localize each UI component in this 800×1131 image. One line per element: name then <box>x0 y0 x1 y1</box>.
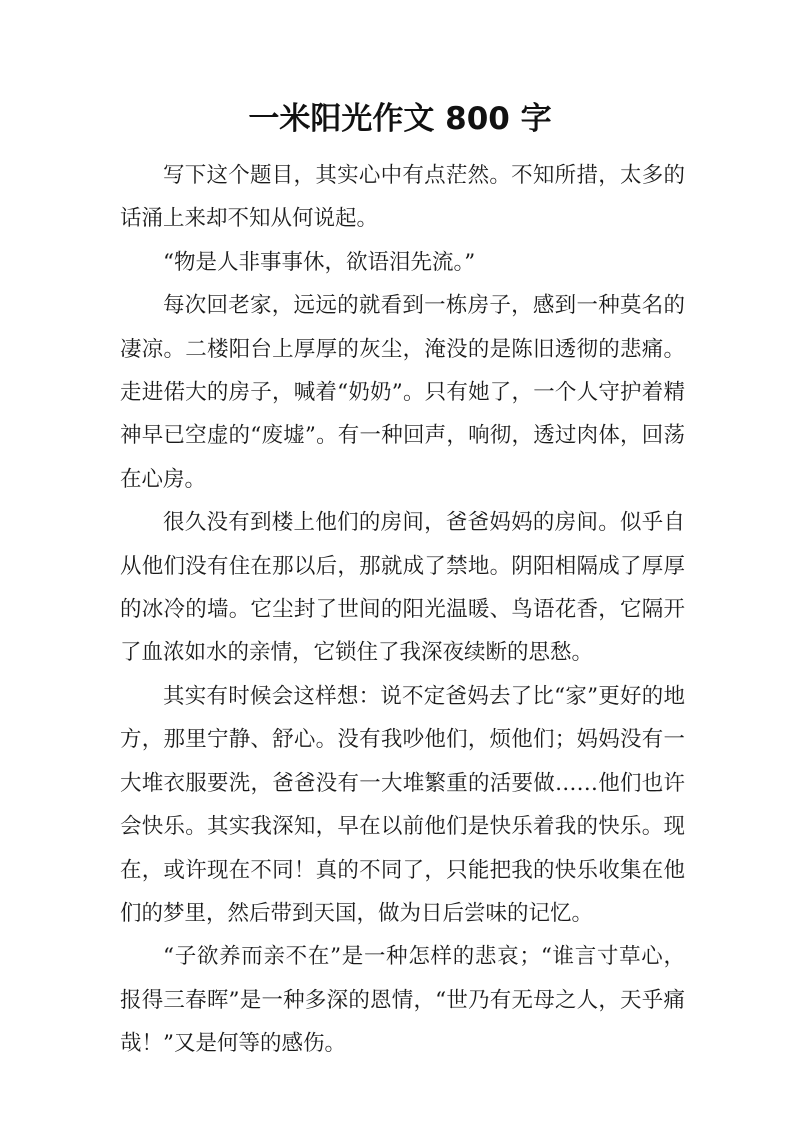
paragraph: 每次回老家，远远的就看到一栋房子，感到一种莫名的凄凉。二楼阳台上厚厚的灰尘，淹没的是陈旧透彻的悲痛。走进偌大的房子，喊着“奶奶”。只有她了，一个人守护着精神早已空虚的“废墟”。有一种回声，响彻，透过肉体，回荡在心房。 <box>120 293 685 492</box>
paragraph: “子欲养而亲不在”是一种怎样的悲哀；“谁言寸草心，报得三春晖”是一种多深的恩情，“世乃有无母之人，天乎痛哉！”又是何等的感伤。 <box>120 944 685 1057</box>
document-body <box>120 154 685 1066</box>
paragraph: 很久没有到楼上他们的房间，爸爸妈妈的房间。似乎自从他们没有住在那以后，那就成了禁地。阴阳相隔成了厚厚的冰冷的墙。它尘封了世间的阳光温暖、鸟语花香，它隔开了血浓如水的亲情，它锁住了我深夜续断的思愁。 <box>120 510 685 666</box>
paragraph: 其实有时候会这样想：说不定爸妈去了比“家”更好的地方，那里宁静、舒心。没有我吵他们，烦他们；妈妈没有一大堆衣服要洗，爸爸没有一大堆繁重的活要做……他们也许会快乐。其实我深知，早在以前他们是快乐着我的快乐。现在，或许现在不同！真的不同了，只能把我的快乐收集在他们的梦里，然后带到天国，做为日后尝味的记忆。 <box>120 683 685 926</box>
paragraph: 写下这个题目，其实心中有点茫然。不知所措，太多的话涌上来却不知从何说起。 <box>120 163 685 232</box>
paragraph: “物是人非事事休，欲语泪先流。” <box>163 249 476 275</box>
document-title: 一米阳光作文 800 字 <box>248 101 552 137</box>
